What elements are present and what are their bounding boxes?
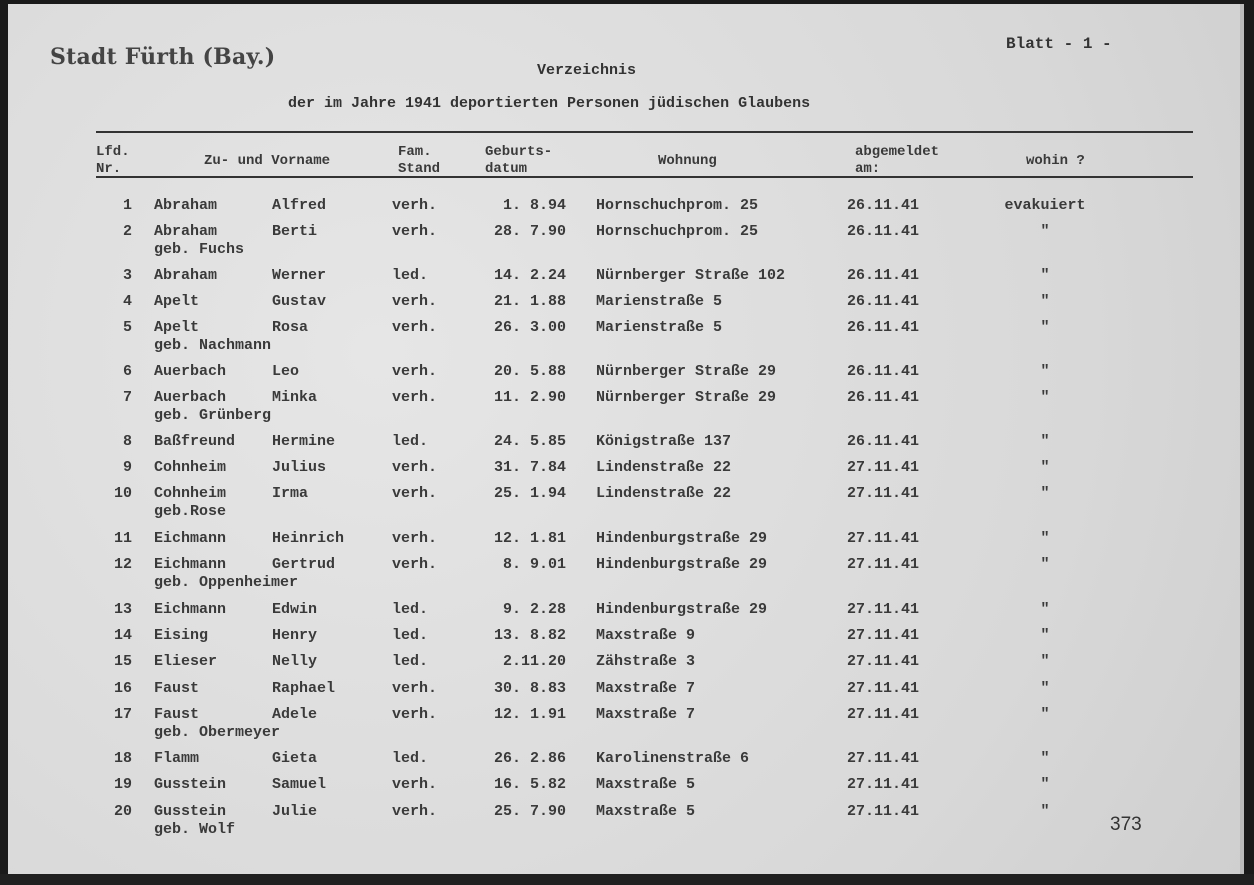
first-name: Nelly: [272, 653, 318, 670]
family-name: Abraham: [154, 223, 218, 240]
birth-date: 12. 1.91: [493, 706, 566, 723]
marital-status: led.: [392, 601, 429, 618]
destination: ": [1040, 267, 1050, 284]
family-name: Apelt: [154, 293, 200, 310]
birth-date: 26. 3.00: [493, 319, 566, 336]
first-name: Samuel: [272, 776, 327, 793]
document-subtitle: der im Jahre 1941 deportierten Personen jüdischen Glaubens: [288, 95, 811, 112]
birth-date: 16. 5.82: [493, 776, 566, 793]
first-name: Rosa: [272, 319, 309, 336]
col-name-header: Zu- und Vorname: [204, 153, 331, 169]
destination: ": [1040, 601, 1050, 618]
marital-status: verh.: [392, 459, 438, 476]
marital-status: led.: [392, 653, 429, 670]
deregistered-date: 27.11.41: [847, 556, 920, 573]
address: Maxstraße 5: [596, 776, 696, 793]
maiden-name: geb. Nachmann: [154, 337, 272, 354]
address: Lindenstraße 22: [596, 459, 732, 476]
marital-status: verh.: [392, 530, 438, 547]
deregistered-date: 27.11.41: [847, 530, 920, 547]
birth-date: 30. 8.83: [493, 680, 566, 697]
marital-status: verh.: [392, 776, 438, 793]
row-number: 17: [113, 706, 132, 723]
first-name: Raphael: [272, 680, 336, 697]
first-name: Julius: [272, 459, 327, 476]
marital-status: led.: [392, 433, 429, 450]
family-name: Apelt: [154, 319, 200, 336]
col-wohnung-header: Wohnung: [658, 153, 717, 169]
maiden-name: geb. Wolf: [154, 821, 236, 838]
destination: ": [1040, 389, 1050, 406]
col-abgemeldet-header: abgemeldet am:: [855, 144, 940, 177]
deregistered-date: 27.11.41: [847, 627, 920, 644]
address: Nürnberger Straße 29: [596, 389, 777, 406]
marital-status: led.: [392, 267, 429, 284]
address: Karolinenstraße 6: [596, 750, 750, 767]
family-name: Abraham: [154, 197, 218, 214]
deregistered-date: 26.11.41: [847, 267, 920, 284]
address: Maxstraße 7: [596, 706, 696, 723]
destination: ": [1040, 459, 1050, 476]
table-header-rule: [96, 176, 1193, 178]
first-name: Minka: [272, 389, 318, 406]
destination: ": [1040, 750, 1050, 767]
marital-status: verh.: [392, 319, 438, 336]
address: Nürnberger Straße 29: [596, 363, 777, 380]
destination: ": [1040, 530, 1050, 547]
address: Nürnberger Straße 102: [596, 267, 786, 284]
row-number: 18: [113, 750, 132, 767]
document-title: Verzeichnis: [537, 62, 637, 79]
row-number: 7: [122, 389, 132, 406]
birth-date: 31. 7.84: [493, 459, 566, 476]
marital-status: verh.: [392, 803, 438, 820]
marital-status: verh.: [392, 223, 438, 240]
family-name: Cohnheim: [154, 459, 227, 476]
row-number: 8: [122, 433, 132, 450]
first-name: Henry: [272, 627, 318, 644]
family-name: Auerbach: [154, 363, 227, 380]
family-name: Baßfreund: [154, 433, 236, 450]
birth-date: 8. 9.01: [502, 556, 566, 573]
sheet-edge: [1240, 4, 1244, 874]
deregistered-date: 26.11.41: [847, 433, 920, 450]
birth-date: 14. 2.24: [493, 267, 566, 284]
first-name: Irma: [272, 485, 309, 502]
first-name: Werner: [272, 267, 327, 284]
address: Marienstraße 5: [596, 293, 723, 310]
birth-date: 9. 2.28: [502, 601, 566, 618]
birth-date: 26. 2.86: [493, 750, 566, 767]
destination: ": [1040, 706, 1050, 723]
row-number: 4: [122, 293, 132, 310]
deregistered-date: 27.11.41: [847, 459, 920, 476]
birth-date: 2.11.20: [502, 653, 566, 670]
address: Marienstraße 5: [596, 319, 723, 336]
deregistered-date: 27.11.41: [847, 485, 920, 502]
col-nr-header: Lfd. Nr.: [96, 144, 130, 177]
deregistered-date: 27.11.41: [847, 776, 920, 793]
address: Hornschuchprom. 25: [596, 197, 759, 214]
marital-status: verh.: [392, 363, 438, 380]
destination: ": [1040, 363, 1050, 380]
deregistered-date: 27.11.41: [847, 601, 920, 618]
row-number: 13: [113, 601, 132, 618]
first-name: Berti: [272, 223, 318, 240]
destination: ": [1040, 485, 1050, 502]
marital-status: led.: [392, 750, 429, 767]
first-name: Gustav: [272, 293, 327, 310]
destination: ": [1040, 223, 1050, 240]
row-number: 2: [122, 223, 132, 240]
destination: ": [1040, 803, 1050, 820]
family-name: Gusstein: [154, 776, 227, 793]
family-name: Auerbach: [154, 389, 227, 406]
scan-border: [0, 874, 1254, 885]
first-name: Heinrich: [272, 530, 345, 547]
deregistered-date: 27.11.41: [847, 803, 920, 820]
family-name: Abraham: [154, 267, 218, 284]
address: Königstraße 137: [596, 433, 732, 450]
row-number: 1: [122, 197, 132, 214]
row-number: 9: [122, 459, 132, 476]
marital-status: verh.: [392, 680, 438, 697]
address: Maxstraße 5: [596, 803, 696, 820]
family-name: Eichmann: [154, 556, 227, 573]
marital-status: led.: [392, 627, 429, 644]
first-name: Gertrud: [272, 556, 336, 573]
family-name: Eising: [154, 627, 209, 644]
destination: ": [1040, 433, 1050, 450]
row-number: 16: [113, 680, 132, 697]
deregistered-date: 27.11.41: [847, 750, 920, 767]
marital-status: verh.: [392, 485, 438, 502]
row-number: 12: [113, 556, 132, 573]
destination: ": [1040, 293, 1050, 310]
first-name: Adele: [272, 706, 318, 723]
col-wohin-header: wohin ?: [1026, 153, 1085, 169]
deregistered-date: 26.11.41: [847, 319, 920, 336]
sheet-number: Blatt - 1 -: [1006, 35, 1112, 53]
marital-status: verh.: [392, 197, 438, 214]
maiden-name: geb.Rose: [154, 503, 227, 520]
row-number: 3: [122, 267, 132, 284]
address: Hindenburgstraße 29: [596, 601, 768, 618]
birth-date: 25. 1.94: [493, 485, 566, 502]
row-number: 20: [113, 803, 132, 820]
first-name: Julie: [272, 803, 318, 820]
first-name: Leo: [272, 363, 300, 380]
row-number: 14: [113, 627, 132, 644]
address: Maxstraße 7: [596, 680, 696, 697]
family-name: Gusstein: [154, 803, 227, 820]
maiden-name: geb. Oppenheimer: [154, 574, 299, 591]
address: Lindenstraße 22: [596, 485, 732, 502]
first-name: Alfred: [272, 197, 327, 214]
destination: evakuiert: [1004, 197, 1086, 214]
deregistered-date: 27.11.41: [847, 706, 920, 723]
deregistered-date: 26.11.41: [847, 293, 920, 310]
deregistered-date: 26.11.41: [847, 363, 920, 380]
birth-date: 25. 7.90: [493, 803, 566, 820]
col-stand-header: Fam. Stand: [398, 144, 441, 177]
maiden-name: geb. Grünberg: [154, 407, 272, 424]
destination: ": [1040, 556, 1050, 573]
marital-status: verh.: [392, 556, 438, 573]
address: Hindenburgstraße 29: [596, 530, 768, 547]
birth-date: 24. 5.85: [493, 433, 566, 450]
destination: ": [1040, 776, 1050, 793]
maiden-name: geb. Obermeyer: [154, 724, 281, 741]
destination: ": [1040, 680, 1050, 697]
marital-status: verh.: [392, 706, 438, 723]
table-top-rule: [96, 131, 1193, 133]
first-name: Hermine: [272, 433, 336, 450]
row-number: 10: [113, 485, 132, 502]
row-number: 11: [113, 530, 132, 547]
family-name: Elieser: [154, 653, 218, 670]
deregistered-date: 26.11.41: [847, 389, 920, 406]
birth-date: 12. 1.81: [493, 530, 566, 547]
address: Hindenburgstraße 29: [596, 556, 768, 573]
address: Zähstraße 3: [596, 653, 696, 670]
col-geb-header: Geburts- datum: [485, 144, 553, 177]
birth-date: 1. 8.94: [502, 197, 566, 214]
birth-date: 28. 7.90: [493, 223, 566, 240]
family-name: Faust: [154, 680, 200, 697]
first-name: Edwin: [272, 601, 318, 618]
family-name: Eichmann: [154, 530, 227, 547]
first-name: Gieta: [272, 750, 318, 767]
birth-date: 21. 1.88: [493, 293, 566, 310]
row-number: 15: [113, 653, 132, 670]
city-heading: Stadt Fürth (Bay.): [50, 44, 276, 70]
family-name: Cohnheim: [154, 485, 227, 502]
row-number: 5: [122, 319, 132, 336]
deregistered-date: 26.11.41: [847, 197, 920, 214]
family-name: Faust: [154, 706, 200, 723]
address: Maxstraße 9: [596, 627, 696, 644]
birth-date: 13. 8.82: [493, 627, 566, 644]
deregistered-date: 27.11.41: [847, 680, 920, 697]
destination: ": [1040, 627, 1050, 644]
address: Hornschuchprom. 25: [596, 223, 759, 240]
deregistered-date: 27.11.41: [847, 653, 920, 670]
row-number: 19: [113, 776, 132, 793]
family-name: Eichmann: [154, 601, 227, 618]
birth-date: 11. 2.90: [493, 389, 566, 406]
row-number: 6: [122, 363, 132, 380]
marital-status: verh.: [392, 389, 438, 406]
family-name: Flamm: [154, 750, 200, 767]
maiden-name: geb. Fuchs: [154, 241, 245, 258]
destination: ": [1040, 653, 1050, 670]
birth-date: 20. 5.88: [493, 363, 566, 380]
page-number: 373: [1110, 814, 1142, 835]
deregistered-date: 26.11.41: [847, 223, 920, 240]
destination: ": [1040, 319, 1050, 336]
marital-status: verh.: [392, 293, 438, 310]
